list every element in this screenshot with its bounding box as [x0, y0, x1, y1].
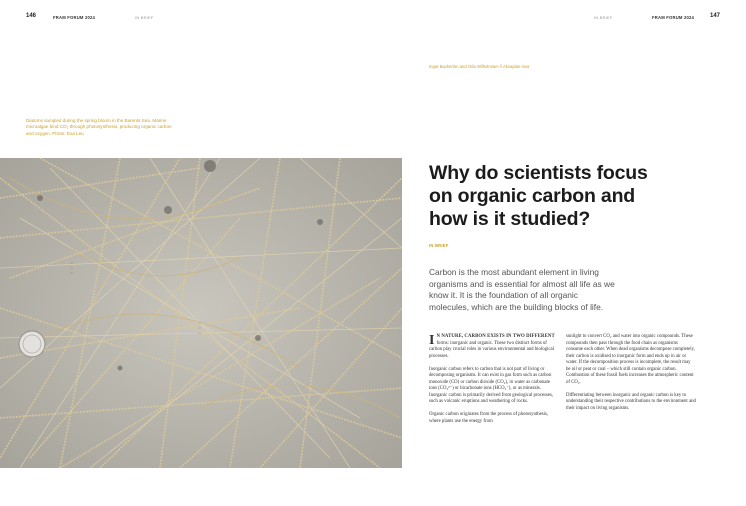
- body-paragraph-5: Differentiating between inorganic and organic carbon is key to understanding their respective contributions to the environment and their impact on living organisms.: [566, 392, 696, 411]
- body-paragraph-3: Organic carbon originates from the process of photosynthesis, where plants use the energy from: [429, 412, 549, 425]
- byline: Ingar Backerton and Oda Wilhelmsen // Akvaplan-niva: [429, 64, 530, 69]
- drop-cap: I: [429, 333, 435, 348]
- left-page-number: 146: [26, 13, 37, 19]
- body-paragraph-1: [429, 334, 559, 360]
- lead-paragraph: Carbon is the most abundant element in living organisms and is essential for almost all life as we know it. It is the foundation of all organic molecules, which are the building blocks of life.: [429, 267, 615, 312]
- diatom-illustration: [0, 158, 402, 468]
- article-title: Why do scientists focus on organic carbon and how is it studied?: [429, 162, 648, 230]
- left-journal-name: FRAM FORUM 2024: [53, 15, 96, 20]
- body-paragraph-4: sunlight to convert CO₂ and water into organic compounds. These compounds then pass through the food chain as organisms consume each other. When dead organisms decompose completely, their carbon is oxidised to inorganic form and ends up in air or water. If the decomposition process is incomplete, the result may be oil or peat or coal – which still contain organic carbon. Combustion of these fossil fuels increases the atmospheric content of CO₂.: [566, 334, 695, 385]
- right-section-label: IN BRIEF: [594, 15, 613, 20]
- lead-in-smallcaps: N NATURE, CARBON EXISTS IN TWO DIFFERENT: [436, 334, 555, 339]
- left-section-label: IN BRIEF: [135, 15, 154, 20]
- paragraph-1-text: forms: inorganic and organic. These two distinct forms of carbon play crucial roles in various environmental and biological processes.: [429, 340, 554, 359]
- right-journal-name: FRAM FORUM 2024: [652, 15, 695, 20]
- body-column-1: [429, 334, 559, 432]
- body-column-2: [566, 334, 696, 419]
- diatom-photo: [0, 158, 402, 468]
- right-page-number: 147: [710, 13, 721, 19]
- photo-caption: Diatoms sampled during the spring bloom in the Barents Sea. Marine microalgae bind CO₂ through photosynthesis, producing organic carbon and oxygen. Photo: Eva Leu: [26, 118, 172, 136]
- in-brief-kicker: IN BRIEF: [429, 243, 449, 248]
- body-paragraph-2: Inorganic carbon refers to carbon that is not part of living or decomposing organisms. It can exist in gas form such as carbon monoxide (CO) or carbon dioxide (CO₂), in water as carbonate ions (CO₃²⁻) or bicarbonate ions (HCO₃⁻), or as minerals. Inorganic carbon is primarily derived from geological processes, such as volcanic eruptions and weathering of rocks.: [429, 366, 554, 405]
- circular-diatom: [19, 331, 45, 357]
